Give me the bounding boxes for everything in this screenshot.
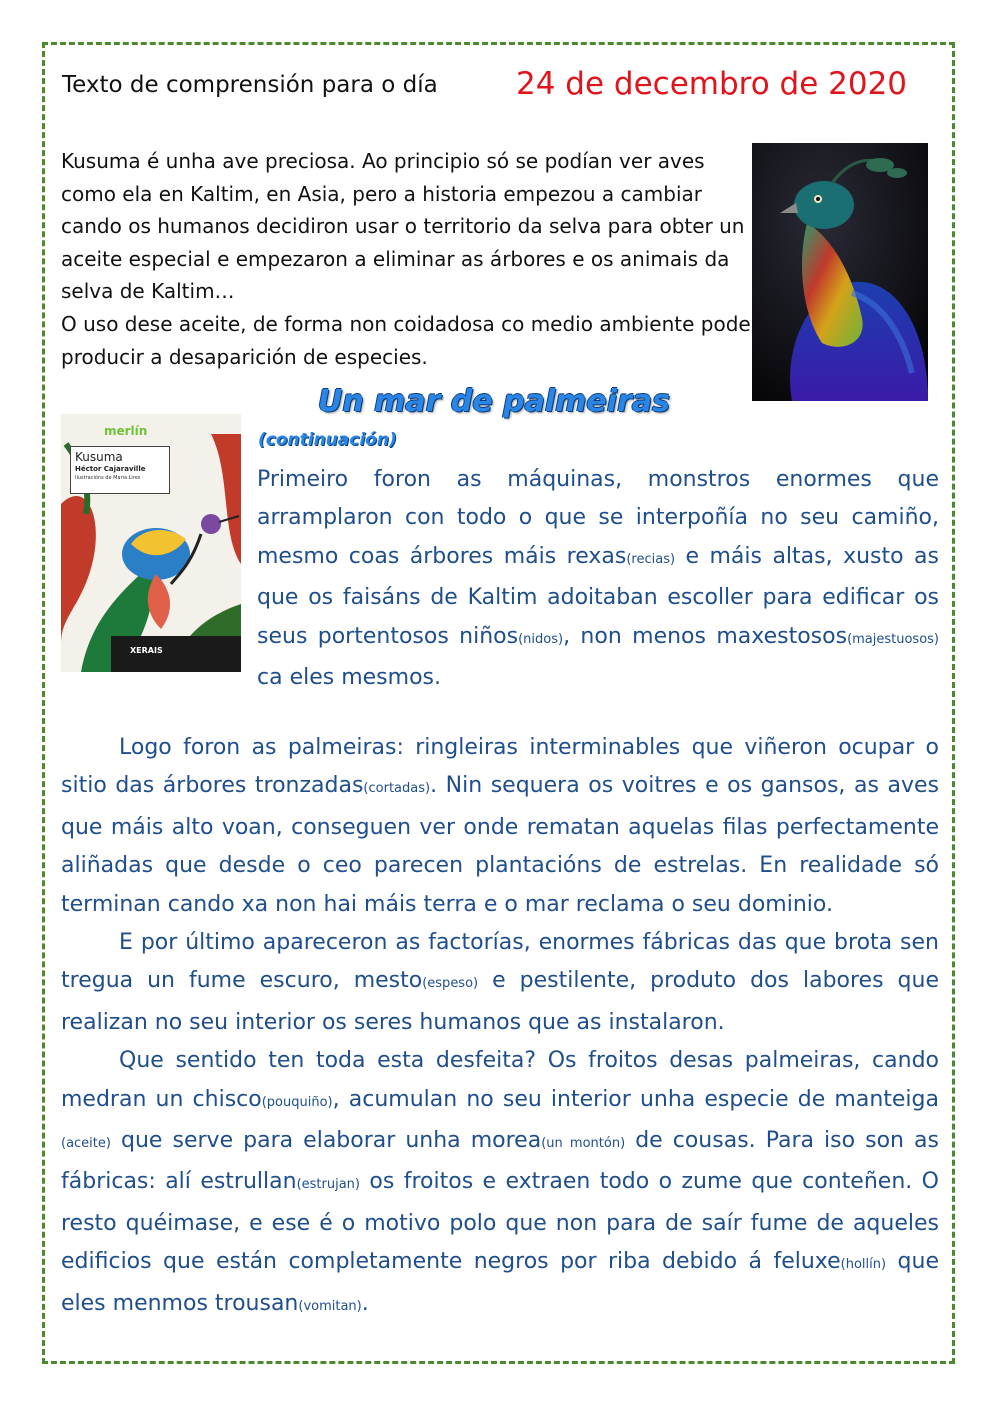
- story-text: .: [361, 1290, 369, 1316]
- story-text: Que sentido ten toda esta desfeita? Os froitos desas palmeiras, cando medran un chisco: [61, 1048, 939, 1112]
- gloss: (cortadas): [363, 781, 431, 797]
- story-paragraph: [61, 1042, 939, 1326]
- story-paragraph: [257, 461, 939, 697]
- gloss: (nidos): [518, 631, 564, 647]
- story-text: ca eles mesmos.: [257, 665, 441, 691]
- cover-title-label: [70, 446, 170, 494]
- story-text: os froitos e extraen todo o zume que conteñen. O resto quéimase, e ese é o motivo polo que non para de saír fume de aqueles edificios que están completamente negros por riba debido á feluxe: [61, 1169, 939, 1275]
- cover-illustrator: Ilustracións de Maria Lires: [75, 475, 141, 481]
- story-text: de cousas. Para iso son as fábricas: alí estrullan: [61, 1128, 939, 1195]
- story-text: e máis altas, xusto as que os faisáns de Kaltim adoitaban escoller para edificar os seus portentosos niños: [257, 543, 939, 649]
- intro-text: [61, 145, 751, 373]
- story-text: . Nin sequera os voitres e os gansos, as aves que máis alto voan, conseguen ver onde rematan aquelas filas perfectamente aliñadas que desde o ceo parecen plantacións de estrelas. En realidade só terminan cando xa non hai máis terra e o mar reclama o seu dominio.: [61, 773, 939, 917]
- story-body: [61, 729, 939, 1326]
- header-label: Texto de comprensión para o día: [62, 72, 438, 98]
- story-paragraph: [61, 729, 939, 924]
- cover-author: Héctor Cajaraville: [75, 465, 146, 473]
- story-text: , non menos maxestosos: [563, 623, 848, 649]
- story-subtitle: (continuación): [258, 430, 397, 450]
- story-text: Primeiro foron as máquinas, monstros enormes que arramplaron con todo o que se interpoñía no seu camiño, mesmo coas árbores máis rexas: [257, 467, 939, 569]
- intro-paragraph: Kusuma é unha ave preciosa. Ao principio só se podían ver aves como ela en Kaltim, en Asia, pero a historia empezou a cambiar cando os humanos decidiron usar o territorio da selva para obter un aceite especial e empezaron a eliminar as árbores e os animais da selva de Kaltim…: [61, 149, 745, 304]
- gloss: (pouquiño): [261, 1094, 333, 1110]
- gloss: (vomitan): [298, 1298, 362, 1314]
- gloss: (recias): [626, 551, 676, 567]
- story-text: Logo foron as palmeiras: ringleiras interminables que viñeron ocupar o sitio das árbores tronzadas: [61, 735, 939, 799]
- gloss: (estrujan): [296, 1177, 360, 1193]
- gloss: (aceite): [61, 1136, 111, 1152]
- story-text: E por último apareceron as factorías, enormes fábricas das que brota sen tregua un fume escuro, mesto: [61, 930, 939, 994]
- story-text: que serve para elaborar unha morea: [110, 1128, 542, 1154]
- header-date: 24 de decembro de 2020: [516, 66, 908, 102]
- gloss: (hollín): [840, 1257, 887, 1273]
- pheasant-photo: [752, 143, 928, 401]
- cover-title: Kusuma: [75, 450, 123, 464]
- gloss: (majestuosos): [847, 631, 940, 647]
- cover-brand: XERAIS: [130, 646, 163, 655]
- gloss: (un montón): [541, 1136, 626, 1152]
- story-text: e pestilente, produto dos labores que realizan no seu interior os seres humanos que as instalaron.: [61, 968, 939, 1035]
- intro-paragraph: O uso dese aceite, de forma non coidadosa co medio ambiente pode producir a desaparición de especies.: [61, 311, 751, 369]
- story-title: Un mar de palmeiras: [318, 384, 670, 419]
- story-text: que eles menmos trousan: [61, 1249, 939, 1316]
- story-paragraph: [61, 924, 939, 1042]
- story-text: , acumulan no seu interior unha especie de manteiga: [332, 1086, 939, 1112]
- gloss: (espeso): [422, 976, 479, 992]
- cover-publisher: merlín: [104, 424, 148, 438]
